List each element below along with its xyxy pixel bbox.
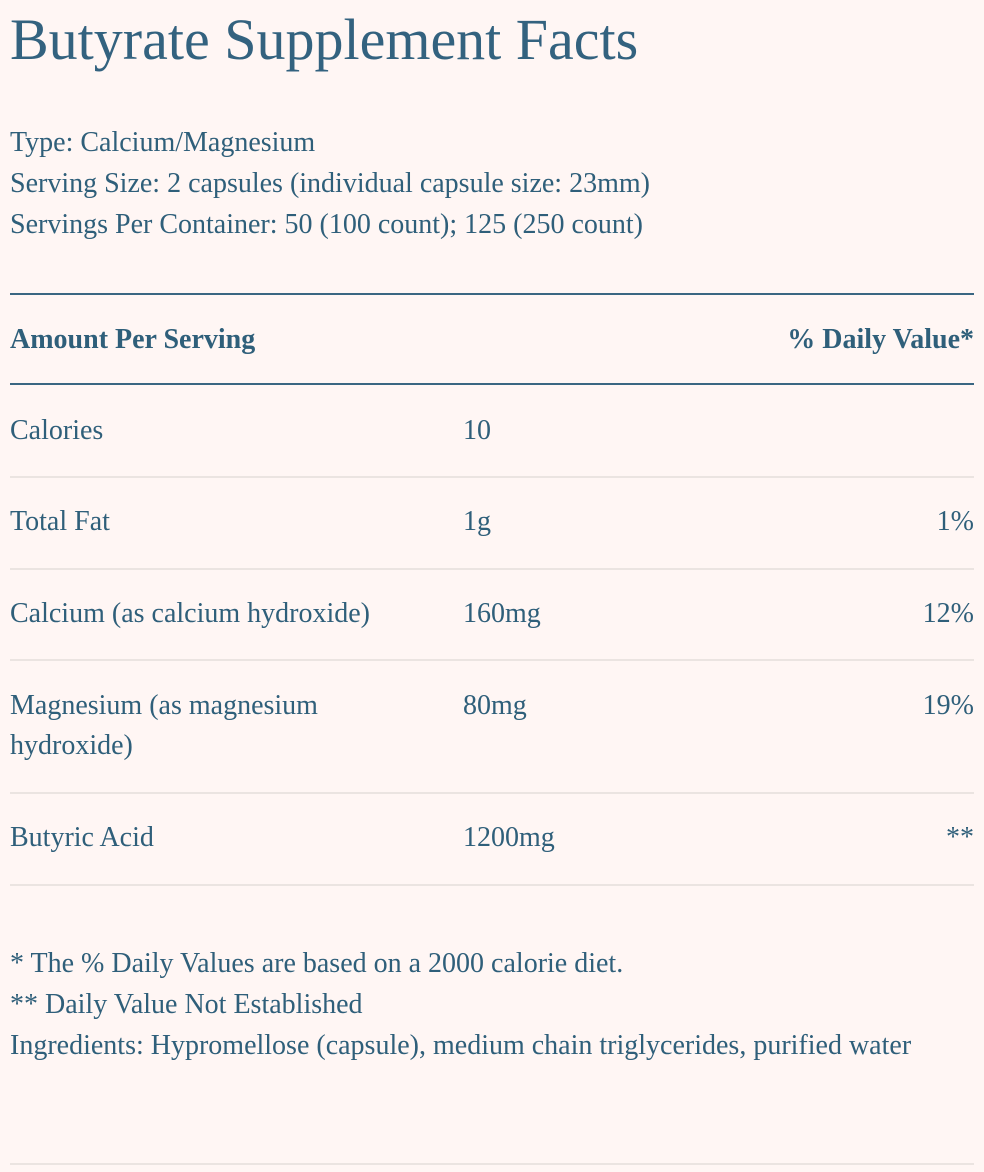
nutrient-name: Calcium (as calcium hydroxide) — [10, 598, 370, 629]
product-meta — [10, 122, 650, 245]
nutrient-name: Calories — [10, 415, 104, 446]
ingredients-text: Ingredients: Hypromellose (capsule), medium chain triglycerides, purified water — [10, 1030, 912, 1061]
footnotes — [10, 943, 974, 1066]
serving-size-line: Serving Size: 2 capsules (individual capsule size: 23mm) — [10, 168, 650, 199]
table-header-rule — [10, 383, 974, 385]
bottom-divider — [10, 1163, 974, 1165]
table-top-rule — [10, 293, 974, 295]
nutrient-name: Total Fat — [10, 506, 110, 537]
nutrient-name: Magnesium (as magnesium hydroxide) — [10, 690, 318, 761]
nutrient-amount: 80mg — [463, 690, 527, 721]
row-divider — [10, 568, 974, 570]
nutrient-amount: 160mg — [463, 598, 541, 629]
not-established-footnote: ** Daily Value Not Established — [10, 989, 363, 1020]
nutrient-amount: 10 — [463, 415, 491, 446]
page-title: Butyrate Supplement Facts — [10, 7, 639, 72]
row-divider — [10, 792, 974, 794]
nutrient-daily-value: 19% — [922, 690, 974, 721]
nutrient-amount: 1200mg — [463, 822, 555, 853]
nutrient-daily-value: ** — [946, 822, 974, 853]
nutrient-name: Butyric Acid — [10, 822, 154, 853]
row-divider — [10, 659, 974, 661]
servings-per-container-line: Servings Per Container: 50 (100 count); 125 (250 count) — [10, 209, 644, 240]
nutrient-daily-value: 12% — [922, 598, 974, 629]
daily-values-footnote: * The % Daily Values are based on a 2000 calorie diet. — [10, 948, 624, 979]
amount-per-serving-header: Amount Per Serving — [10, 324, 256, 355]
row-divider — [10, 884, 974, 886]
type-line: Type: Calcium/Magnesium — [10, 127, 316, 158]
daily-value-header: % Daily Value* — [787, 324, 974, 355]
nutrient-amount: 1g — [463, 506, 491, 537]
row-divider — [10, 476, 974, 478]
nutrient-daily-value: 1% — [936, 506, 974, 537]
